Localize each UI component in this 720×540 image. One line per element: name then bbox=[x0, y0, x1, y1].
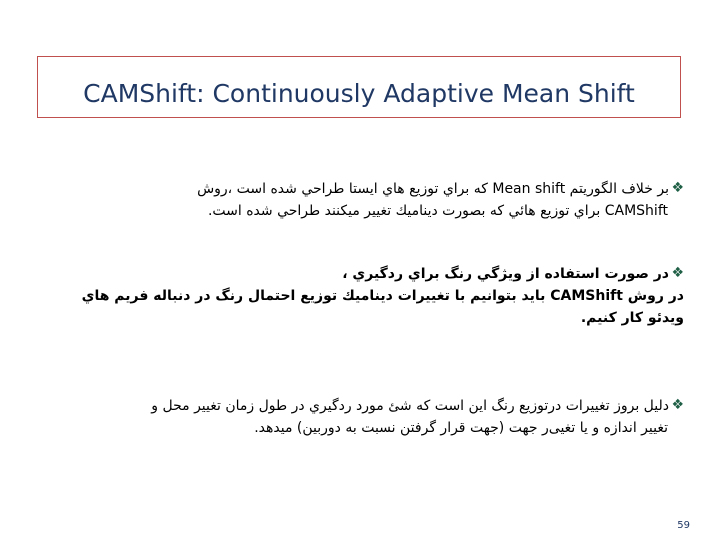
diamond-bullet-icon bbox=[672, 399, 684, 411]
bullet-1-line-2: CAMShift براي توزيع هائي كه بصورت ديناميك تغيير ميكنند طراحي شده است. bbox=[207, 203, 668, 219]
slide-title: CAMShift: Continuously Adaptive Mean Shift bbox=[83, 79, 635, 108]
diamond-bullet-icon bbox=[672, 267, 684, 279]
bullet-1-line-1: بر خلاف الگوريتم Mean shift كه براي توزيع هاي ايستا طراحي شده است ،روش bbox=[197, 181, 669, 197]
bullet-2-line-1: در صورت استفاده از ويژگي رنگ براي ردگيري ، bbox=[342, 266, 669, 282]
bullet-3-line-2: تغيير اندازه و يا تغیی‌ر جهت (جهت قرار گرفتن نسبت به دوربين) ميدهد. bbox=[254, 420, 668, 436]
bullet-item-1 bbox=[44, 178, 684, 222]
bullet-2-line-3: ويدئو كار كنيم. bbox=[580, 310, 684, 326]
title-frame bbox=[37, 56, 681, 118]
bullet-3-line-1: دليل بروز تغييرات درتوزيع رنگ اين است كه شئ مورد ردگيري در طول زمان تغيير محل و bbox=[151, 398, 669, 414]
bullet-item-3 bbox=[44, 395, 684, 439]
bullet-2-line-2: در روش CAMShift بايد بتوانيم با تغييرات ديناميك توزيع احتمال رنگ در دنباله فريم هاي bbox=[81, 288, 684, 304]
page-number: 59 bbox=[677, 520, 690, 531]
diamond-bullet-icon bbox=[672, 182, 684, 194]
bullet-item-2 bbox=[44, 263, 684, 329]
